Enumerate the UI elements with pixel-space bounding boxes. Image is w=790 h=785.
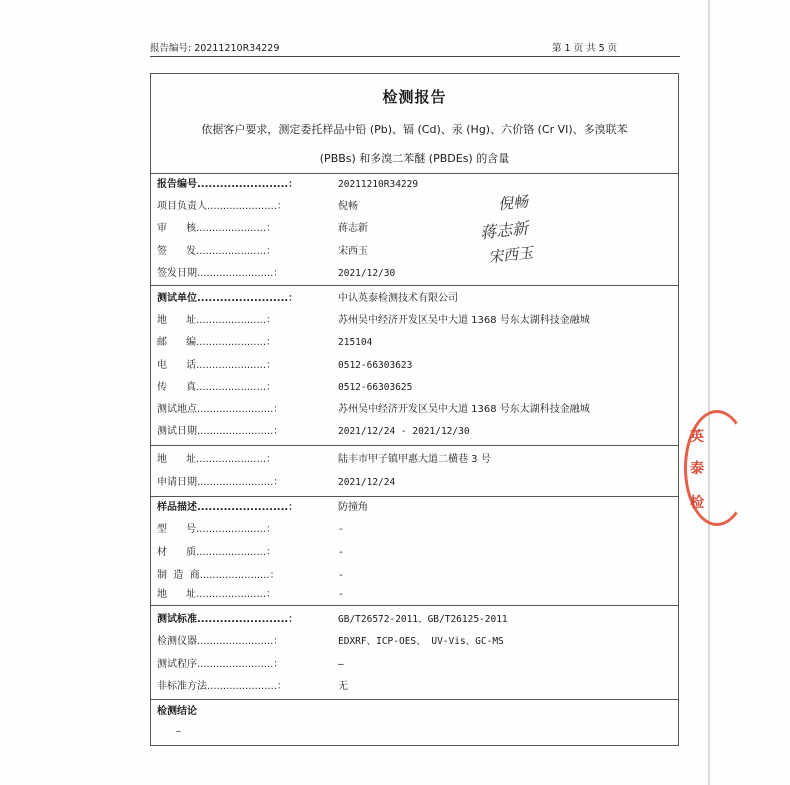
field-label: 地 址......................： (157, 454, 277, 465)
field-label: 地 址......................： (157, 315, 277, 326)
field-label: 邮 编......................： (157, 337, 277, 348)
field-row (157, 264, 678, 284)
signature-reviewer: 蒋志新 (479, 218, 529, 243)
applicant-section (151, 446, 678, 497)
conclusion-label: 检测结论 (157, 706, 197, 717)
field-value: 20211210R34229 (338, 179, 419, 190)
field-value: 苏州吴中经济开发区吴中大道 1368 号东太湖科技金融城 (338, 315, 590, 326)
seal-char: 英 (690, 429, 704, 445)
field-row (157, 677, 678, 697)
report-number-header: 报告编号: 20211210R34229 (150, 43, 280, 54)
field-value: GB/T26572-2011、GB/T26125-2011 (338, 614, 508, 625)
report-title: 检测报告 (382, 88, 447, 106)
field-value: 陆丰市甲子镇甲惠大道二横巷 3 号 (338, 454, 491, 465)
title-section (151, 74, 678, 174)
field-row (157, 543, 678, 563)
field-label: 项目负责人......................： (157, 201, 287, 212)
field-label: 测试日期........................： (157, 426, 284, 437)
field-row (157, 450, 678, 470)
signature-issuer: 宋西玉 (487, 243, 534, 267)
field-value: - (338, 547, 344, 558)
seal-char: 泰 (690, 461, 704, 477)
field-value: 0512-66303625 (338, 382, 413, 393)
field-label: 制 造 商......................： (157, 570, 280, 581)
field-row (157, 473, 678, 493)
field-label: 测试单位........................： (157, 293, 299, 304)
intro-line-1: 依据客户要求，测定委托样品中铅 (Pb)、镉 (Cd)、汞 (Hg)、六价铬 (Cr VI)、多溴联苯 (201, 123, 628, 136)
conclusion-text (176, 722, 678, 742)
field-value: 215104 (338, 337, 373, 348)
conclusion-value: – (176, 726, 181, 737)
field-row (157, 175, 678, 195)
field-label: 审 核......................： (157, 223, 277, 234)
field-label: 申请日期........................： (157, 477, 284, 488)
field-label: 电 话......................： (157, 360, 277, 371)
field-row (157, 400, 678, 420)
field-value: 蒋志新 (338, 223, 368, 234)
red-seal (680, 410, 712, 520)
page-indicator: 第 1 页 共 5 页 (552, 43, 618, 54)
field-label: 测试地点........................： (157, 404, 284, 415)
field-value: 倪畅 (338, 201, 358, 212)
field-label: 材 质......................： (157, 547, 277, 558)
field-row (157, 197, 678, 217)
field-value: 中认英泰检测技术有限公司 (338, 293, 458, 304)
lab-info-section (151, 286, 678, 446)
field-row (157, 219, 678, 239)
field-value: 苏州吴中经济开发区吴中大道 1368 号东太湖科技金融城 (338, 404, 590, 415)
sample-section (151, 497, 678, 606)
field-label: 检测仪器........................： (157, 636, 284, 647)
field-value: — (338, 659, 344, 670)
seal-char: 检 (690, 495, 704, 511)
field-row (157, 566, 678, 586)
field-value: 宋西玉 (338, 246, 368, 257)
field-label: 非标准方法......................： (157, 681, 287, 692)
field-row (157, 242, 678, 262)
field-row (157, 422, 678, 442)
report-frame (150, 73, 679, 746)
field-value: 防撞角 (338, 502, 368, 513)
field-row (157, 498, 678, 518)
field-label: 地 址......................： (157, 589, 277, 600)
field-row (157, 632, 678, 652)
field-row (157, 289, 678, 309)
field-value: - (338, 524, 344, 535)
field-value: 0512-66303623 (338, 360, 413, 371)
field-row (157, 356, 678, 376)
report-info-section (151, 174, 678, 286)
intro-line-2: (PBBs) 和多溴二苯醚 (PBDEs) 的含量 (319, 152, 510, 165)
field-row (157, 585, 678, 605)
field-label: 测试程序........................： (157, 659, 284, 670)
field-label: 签 发......................： (157, 246, 277, 257)
field-label: 样品描述........................： (157, 502, 299, 513)
field-row (157, 311, 678, 331)
field-value: 2021/12/24 - 2021/12/30 (338, 426, 470, 437)
field-row (157, 610, 678, 630)
field-value: 无 (338, 681, 348, 692)
field-row (157, 520, 678, 540)
field-row (157, 333, 678, 353)
field-label: 测试标准........................： (157, 614, 299, 625)
field-value: - (338, 589, 344, 600)
field-label: 型 号......................： (157, 524, 277, 535)
field-value: - (338, 570, 344, 581)
method-section (151, 606, 678, 700)
field-label: 传 真......................： (157, 382, 277, 393)
field-value: 2021/12/24 (338, 477, 396, 488)
field-value: 2021/12/30 (338, 268, 396, 279)
signature-leader: 倪畅 (497, 192, 529, 214)
page-edge (708, 0, 710, 785)
field-value: EDXRF、ICP-OES、 UV-Vis、GC-MS (338, 636, 504, 647)
field-label: 报告编号........................： (157, 179, 299, 190)
header-rule (150, 56, 680, 57)
field-row (157, 378, 678, 398)
conclusion-section (151, 700, 678, 745)
conclusion-heading (157, 702, 678, 722)
field-label: 签发日期........................： (157, 268, 284, 279)
field-row (157, 655, 678, 675)
